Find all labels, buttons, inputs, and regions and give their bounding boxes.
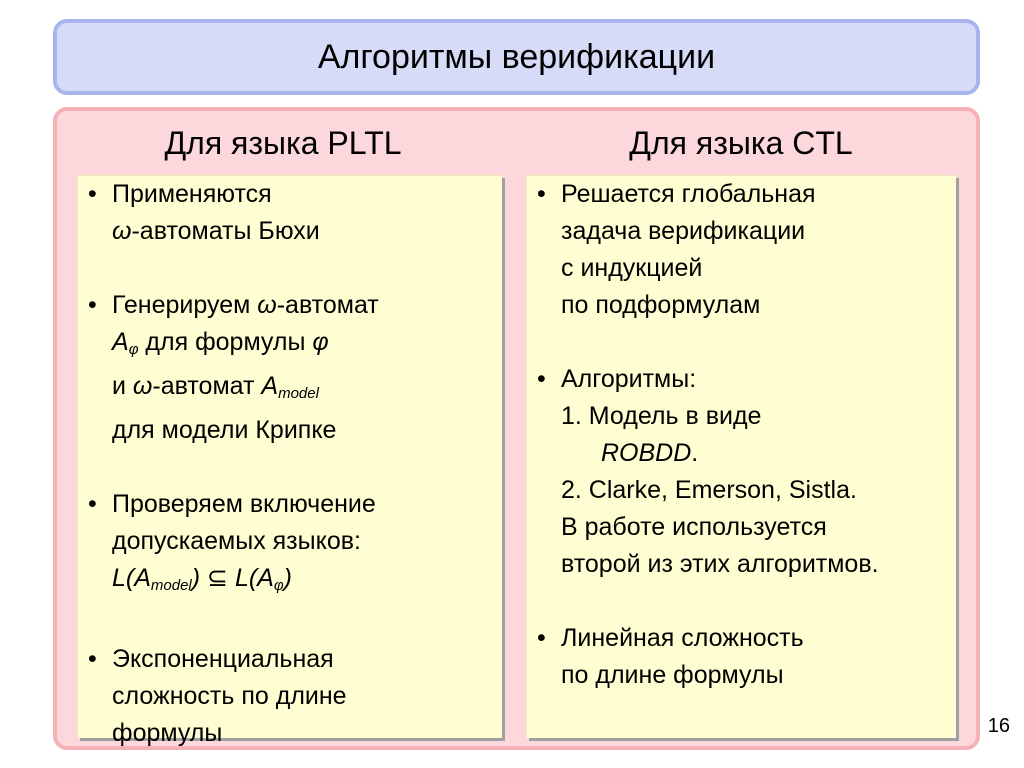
bullet: •	[88, 645, 97, 673]
bullet: •	[537, 365, 546, 393]
pltl-panel	[77, 175, 502, 747]
list-item: • Экспоненциальная сложность по длине формулы	[78, 641, 502, 752]
bullet: •	[88, 180, 97, 208]
bullet: •	[537, 180, 546, 208]
right-column-heading: Для языка CTL	[629, 125, 853, 161]
list-item: • Линейная сложность по длине формулы	[527, 620, 956, 694]
list-item: • Проверяем включение допускаемых языков: $L(A_{model})$ ⊆ $L(A_\varphi)$	[78, 486, 502, 604]
bullet: •	[537, 624, 546, 652]
title-box	[53, 19, 980, 95]
bullet: •	[88, 490, 97, 518]
ctl-panel	[526, 175, 956, 738]
list-item: • Решается глобальная задача верификации с индукцией по подформулам	[527, 176, 956, 324]
slide-title: Алгоритмы верификации	[317, 37, 716, 76]
left-column-heading: Для языка PLTL	[164, 125, 402, 161]
list-item: • Применяются ω-автоматы Бюхи	[78, 176, 502, 250]
page-number: 16	[987, 715, 1010, 737]
list-item: • Алгоритмы: 1. Модель в виде ROBDD. 2. Clarke, Emerson, Sistla. В работе используется второй из этих алгоритмов.	[527, 361, 956, 583]
language-inclusion-formula: $L(A_{model})$ ⊆ $L(A_\varphi)$	[112, 564, 292, 594]
bullet: •	[88, 291, 97, 319]
list-item: • Генерируем ω-автомат $A_\varphi$ для формулы φ и ω-автомат $A_{model}$ для модели Крипке	[78, 287, 502, 449]
